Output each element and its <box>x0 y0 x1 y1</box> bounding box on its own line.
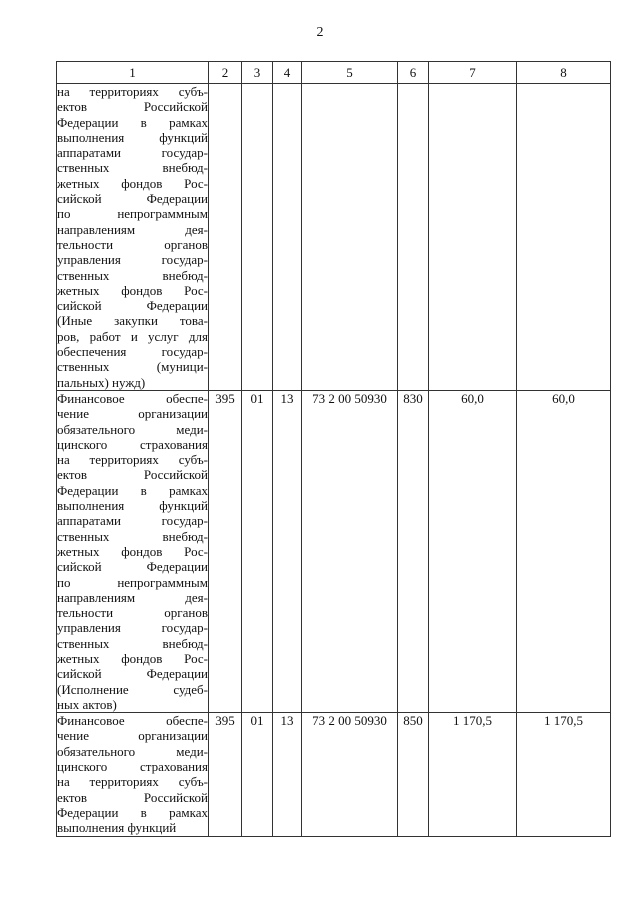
description-line: выполнения функций <box>57 498 208 514</box>
header-col-4: 4 <box>273 62 302 84</box>
table-row <box>57 390 611 712</box>
description-line: тельности органов <box>57 605 208 621</box>
description-line: Федерации в рамках <box>57 482 208 498</box>
description-line: ственных внебюд- <box>57 528 208 544</box>
amount-col7-cell <box>429 84 517 391</box>
subsection-cell: 13 <box>273 390 302 712</box>
table-row <box>57 84 611 391</box>
description-line: ектов Российской <box>57 99 208 115</box>
description-line: жетных фондов Рос- <box>57 282 208 298</box>
description-line: на территориях субъ- <box>57 452 208 468</box>
description-line: (Иные закупки това- <box>57 313 208 329</box>
header-row <box>57 62 611 84</box>
budget-table <box>56 61 611 837</box>
description-line: ственных внебюд- <box>57 267 208 283</box>
description-line: аппаратами государ- <box>57 513 208 529</box>
description-line: обязательного меди- <box>57 743 208 759</box>
description-line: тельности органов <box>57 236 208 252</box>
amount-col8-cell: 1 170,5 <box>517 713 611 836</box>
description-line: чение организации <box>57 728 208 744</box>
subsection-cell: 13 <box>273 713 302 836</box>
description-line: выполнения функций <box>57 129 208 145</box>
description-line: сийской Федерации <box>57 298 208 314</box>
description-line: направлениям дея- <box>57 221 208 237</box>
description-line: на территориях субъ- <box>57 774 208 790</box>
description-line: пальных) нужд) <box>57 374 146 390</box>
description-line: ров, работ и услуг для <box>57 328 208 344</box>
description-line: ственных внебюд- <box>57 635 208 651</box>
description-line: ственных внебюд- <box>57 160 208 176</box>
header-col-3: 3 <box>242 62 273 84</box>
description-line: Финансовое обеспе- <box>57 713 208 729</box>
description-line: на территориях субъ- <box>57 84 208 99</box>
amount-col7-cell: 60,0 <box>429 390 517 712</box>
section-cell: 01 <box>242 713 273 836</box>
description-line: управления государ- <box>57 620 208 636</box>
description-line: ственных (муници- <box>57 359 208 375</box>
description-line: сийской Федерации <box>57 191 208 207</box>
header-col-8: 8 <box>517 62 611 84</box>
description-line: цинского страхования <box>57 436 208 452</box>
amount-col7-cell: 1 170,5 <box>429 713 517 836</box>
description-cell <box>57 390 209 712</box>
description-line: жетных фондов Рос- <box>57 175 208 191</box>
description-line: жетных фондов Рос- <box>57 650 208 666</box>
header-col-6: 6 <box>398 62 429 84</box>
description-line: жетных фондов Рос- <box>57 543 208 559</box>
section-cell: 01 <box>242 390 273 712</box>
description-line: обязательного меди- <box>57 421 208 437</box>
amount-col8-cell <box>517 84 611 391</box>
description-line: по непрограммным <box>57 574 208 590</box>
description-line: сийской Федерации <box>57 666 208 682</box>
subsection-cell <box>273 84 302 391</box>
description-line: обеспечения государ- <box>57 344 208 360</box>
page-number: 2 <box>316 25 324 40</box>
header-col-5: 5 <box>302 62 398 84</box>
description-cell <box>57 713 209 836</box>
target-article-cell <box>302 84 398 391</box>
admin-code-cell: 395 <box>209 390 242 712</box>
header-col-2: 2 <box>209 62 242 84</box>
header-col-1: 1 <box>57 62 209 84</box>
description-line: цинского страхования <box>57 759 208 775</box>
amount-col8-cell: 60,0 <box>517 390 611 712</box>
description-line: направлениям дея- <box>57 589 208 605</box>
description-line: управления государ- <box>57 252 208 268</box>
expense-type-cell <box>398 84 429 391</box>
description-line: сийской Федерации <box>57 559 208 575</box>
description-line: выполнения функций <box>57 820 177 836</box>
admin-code-cell <box>209 84 242 391</box>
description-line: ектов Российской <box>57 789 208 805</box>
description-line: ектов Российской <box>57 467 208 483</box>
expense-type-cell: 830 <box>398 390 429 712</box>
description-line: (Исполнение судеб- <box>57 681 208 697</box>
description-line: Федерации в рамках <box>57 114 208 130</box>
description-line: ных актов) <box>57 696 117 712</box>
table-row <box>57 713 611 836</box>
description-line: Финансовое обеспе- <box>57 390 208 406</box>
header-col-7: 7 <box>429 62 517 84</box>
description-line: чение организации <box>57 406 208 422</box>
target-article-cell: 73 2 00 50930 <box>302 390 398 712</box>
admin-code-cell: 395 <box>209 713 242 836</box>
description-cell <box>57 84 209 391</box>
description-line: Федерации в рамках <box>57 804 208 820</box>
description-line: по непрограммным <box>57 206 208 222</box>
target-article-cell: 73 2 00 50930 <box>302 713 398 836</box>
section-cell <box>242 84 273 391</box>
description-line: аппаратами государ- <box>57 145 208 161</box>
expense-type-cell: 850 <box>398 713 429 836</box>
